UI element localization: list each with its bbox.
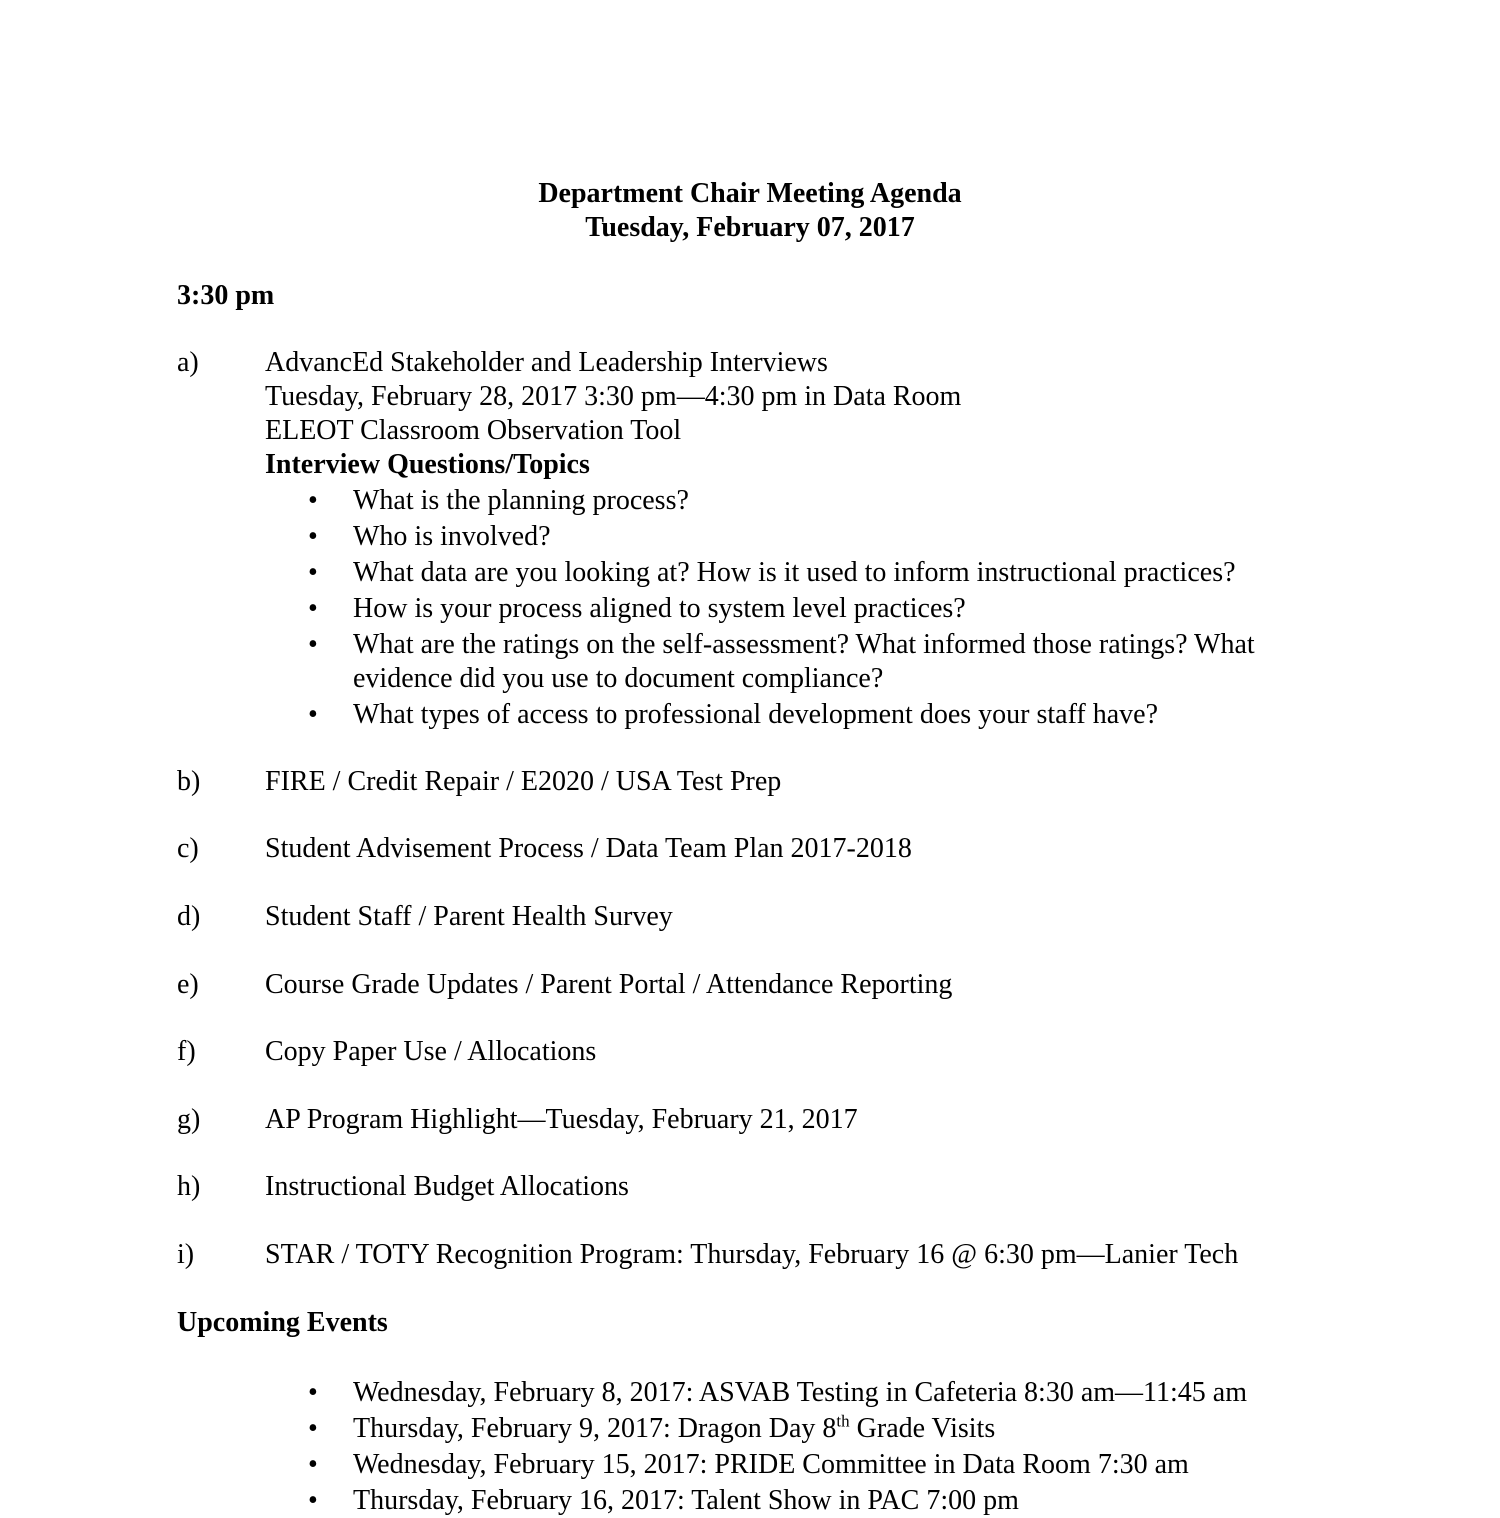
item-label: d) (177, 901, 201, 932)
agenda-item-text: Student Advisement Process / Data Team Plan 2017-2018 (265, 833, 912, 864)
bullet-icon: • (308, 485, 318, 516)
question-item: What is the planning process? (353, 485, 689, 516)
bullet-icon: • (308, 1377, 318, 1408)
question-item: What are the ratings on the self-assessment? What informed those ratings? What (353, 629, 1255, 660)
item-label: f) (177, 1036, 196, 1067)
agenda-item-text: Student Staff / Parent Health Survey (265, 901, 673, 932)
item-text: AdvancEd Stakeholder and Leadership Interviews (265, 347, 828, 378)
bullet-icon: • (308, 629, 318, 660)
question-item: Who is involved? (353, 521, 551, 552)
bullet-icon: • (308, 699, 318, 730)
agenda-item-text: AP Program Highlight—Tuesday, February 21, 2017 (265, 1104, 858, 1135)
question-item: evidence did you use to document compliance? (353, 663, 884, 694)
item-label: b) (177, 766, 201, 797)
upcoming-heading: Upcoming Events (177, 1307, 388, 1338)
agenda-item-text: STAR / TOTY Recognition Program: Thursday, February 16 @ 6:30 pm—Lanier Tech (265, 1239, 1239, 1270)
item-label: g) (177, 1104, 201, 1135)
event-item: Thursday, February 16, 2017: Talent Show in PAC 7:00 pm (353, 1485, 1019, 1516)
event-item (353, 1412, 995, 1446)
agenda-item-text: FIRE / Credit Repair / E2020 / USA Test Prep (265, 766, 782, 797)
event-text-rest: Grade Visits (849, 1413, 996, 1444)
question-item: How is your process aligned to system level practices? (353, 593, 966, 624)
event-text: Thursday, February 9, 2017: Dragon Day 8 (353, 1413, 837, 1444)
agenda-item-text: Course Grade Updates / Parent Portal / Attendance Reporting (265, 969, 953, 1000)
question-item: What data are you looking at? How is it used to inform instructional practices? (353, 557, 1236, 588)
agenda-item-text: Instructional Budget Allocations (265, 1171, 629, 1202)
bullet-icon: • (308, 1485, 318, 1516)
bullet-icon: • (308, 593, 318, 624)
bullet-icon: • (308, 557, 318, 588)
question-item: What types of access to professional development does your staff have? (353, 699, 1158, 730)
meeting-time: 3:30 pm (177, 280, 275, 311)
event-item: Wednesday, February 8, 2017: ASVAB Testing in Cafeteria 8:30 am—11:45 am (353, 1377, 1247, 1408)
item-label: h) (177, 1171, 201, 1202)
event-sup: th (836, 1411, 850, 1431)
item-label: i) (177, 1239, 195, 1270)
item-subheading: Interview Questions/Topics (265, 449, 590, 480)
bullet-icon: • (308, 1413, 318, 1444)
bullet-icon: • (308, 1449, 318, 1480)
item-label: a) (177, 347, 199, 378)
document-date: Tuesday, February 07, 2017 (585, 212, 915, 243)
item-text: ELEOT Classroom Observation Tool (265, 415, 682, 446)
item-label: c) (177, 833, 199, 864)
document-title: Department Chair Meeting Agenda (538, 178, 962, 209)
bullet-icon: • (308, 521, 318, 552)
event-item: Wednesday, February 15, 2017: PRIDE Committee in Data Room 7:30 am (353, 1449, 1189, 1480)
item-label: e) (177, 969, 199, 1000)
agenda-item-text: Copy Paper Use / Allocations (265, 1036, 597, 1067)
item-text: Tuesday, February 28, 2017 3:30 pm—4:30 pm in Data Room (265, 381, 962, 412)
